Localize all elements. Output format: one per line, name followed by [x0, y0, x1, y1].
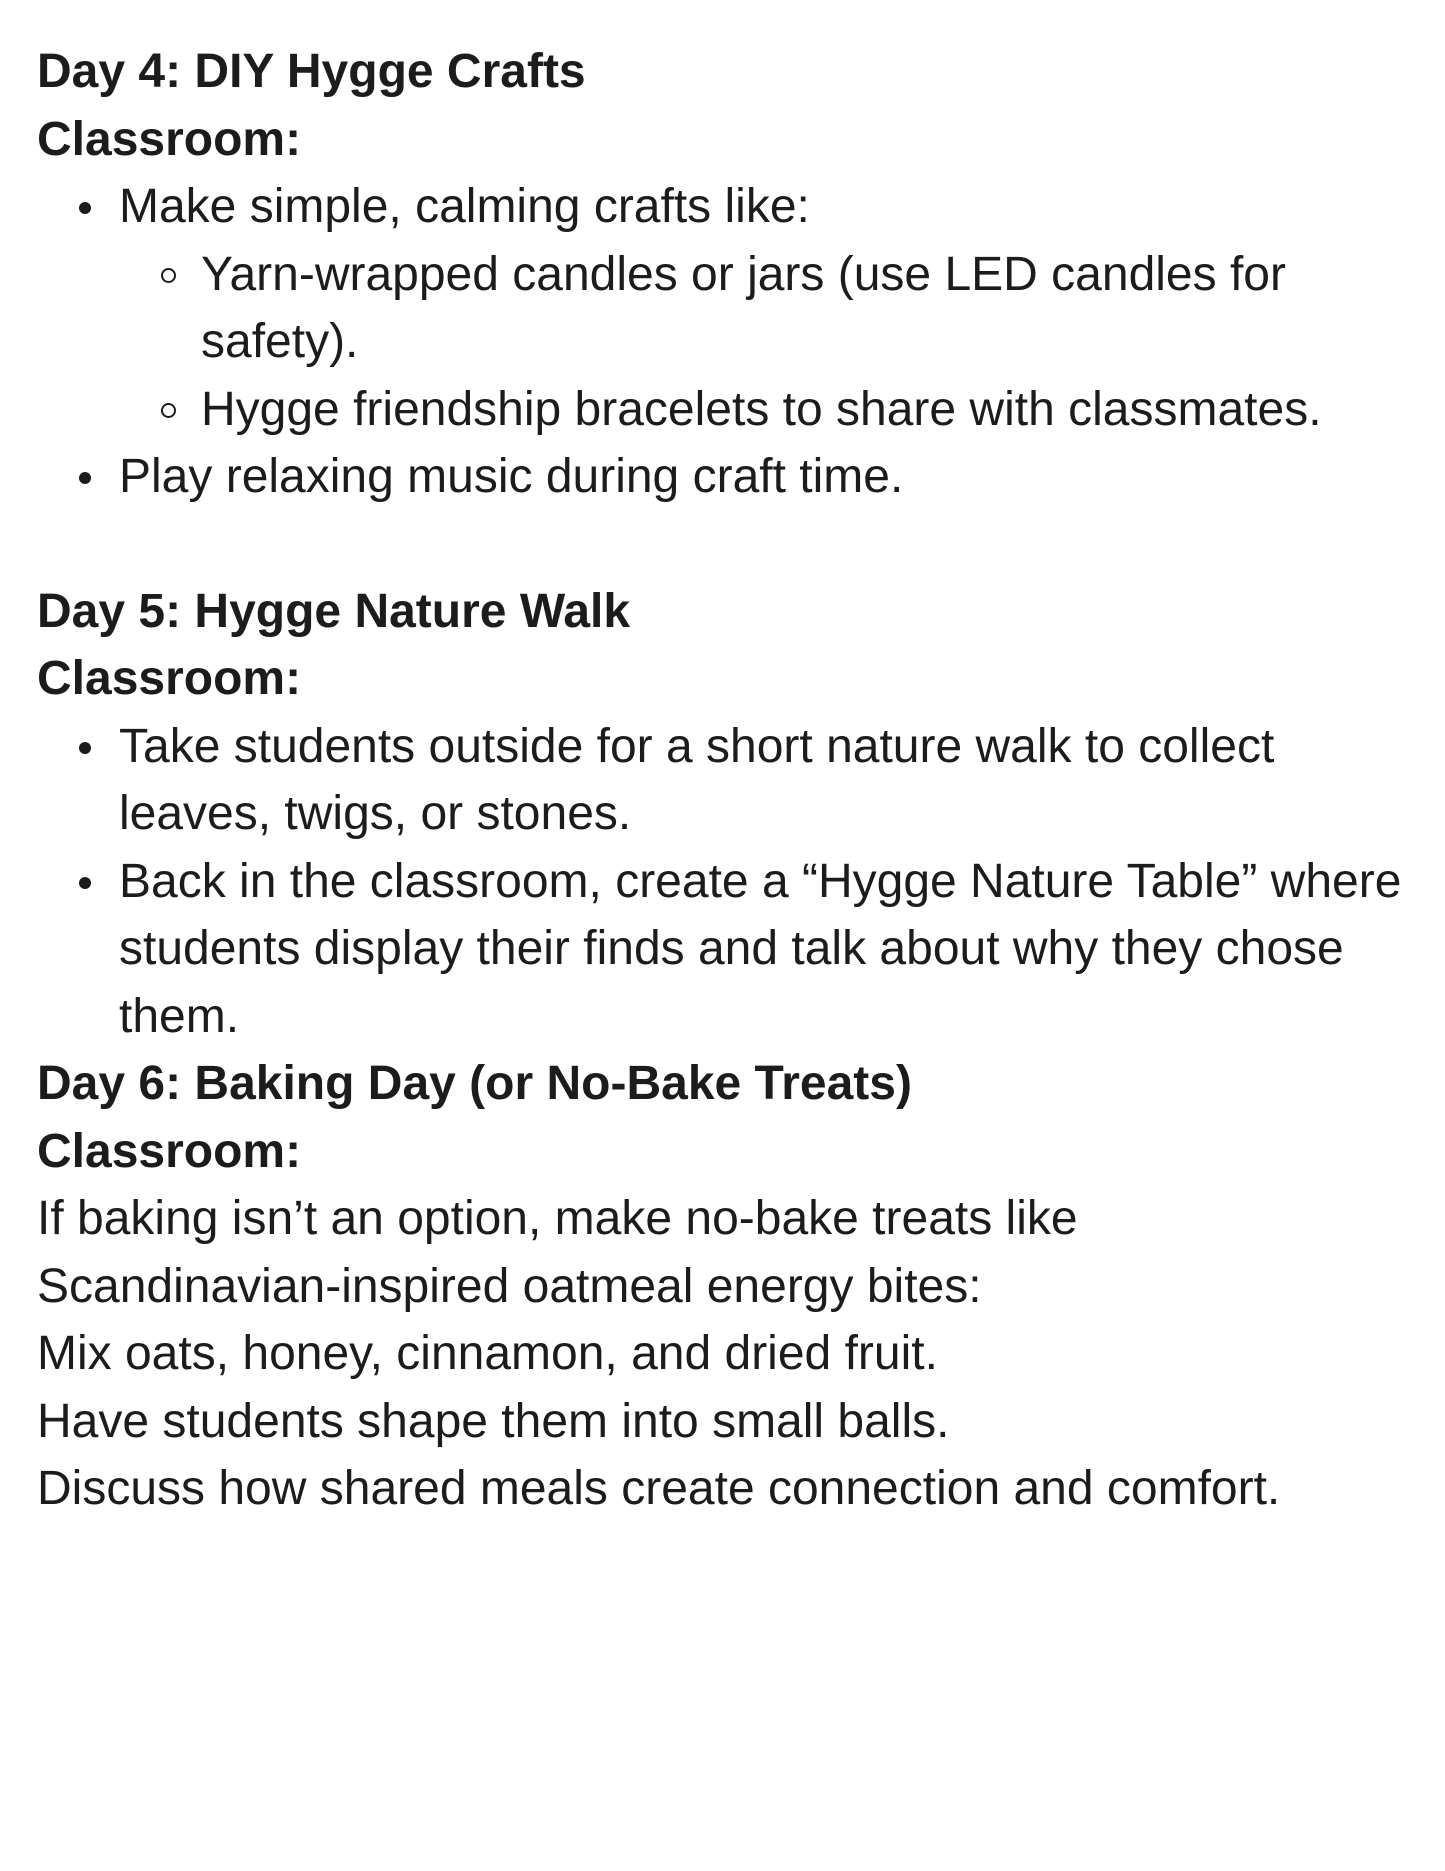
- section-title: Day 6: Baking Day (or No-Bake Treats): [37, 1057, 912, 1110]
- sub-list-item-text: Hygge friendship bracelets to share with classmates.: [201, 382, 1322, 436]
- list-item: [37, 713, 1417, 848]
- list-item: [37, 848, 1417, 1051]
- section-day-5: [37, 578, 1417, 1051]
- sub-list-item: [119, 241, 1417, 376]
- section-subtitle: Classroom:: [37, 652, 302, 705]
- list-item-text: Back in the classroom, create a “Hygge Nature Table” where students display their finds and talk about why they chose them.: [119, 854, 1402, 1043]
- section-spacer: [37, 511, 1417, 578]
- section-subtitle: Classroom:: [37, 1124, 302, 1178]
- sub-bullet-list: [119, 241, 1417, 444]
- list-item-text: Play relaxing music during craft time.: [119, 450, 904, 503]
- sub-list-item-text: Yarn-wrapped candles or jars (use LED candles for safety).: [201, 247, 1286, 368]
- paragraph-line: If baking isn’t an option, make no-bake treats like: [37, 1192, 1078, 1245]
- bullet-icon: [79, 742, 91, 754]
- hollow-bullet-icon: [161, 403, 176, 418]
- hollow-bullet-icon: [161, 268, 176, 283]
- paragraph-line: Scandinavian-inspired oatmeal energy bites:: [37, 1259, 982, 1313]
- section-day-4: [37, 38, 1417, 511]
- list-item: [37, 443, 1417, 511]
- bullet-list: [37, 173, 1417, 511]
- document-page: [37, 38, 1417, 1523]
- bullet-list: [37, 713, 1417, 1051]
- section-day-6: [37, 1050, 1417, 1523]
- paragraph-line: Mix oats, honey, cinnamon, and dried fruit.: [37, 1327, 938, 1380]
- section-subtitle: Classroom:: [37, 112, 302, 166]
- bullet-icon: [79, 202, 91, 214]
- list-item: [37, 173, 1417, 443]
- paragraph-line: Discuss how shared meals create connection and comfort.: [37, 1462, 1281, 1515]
- bullet-icon: [79, 877, 91, 889]
- sub-list-item: [119, 376, 1417, 444]
- list-item-text: Make simple, calming crafts like:: [119, 180, 810, 233]
- section-title: Day 4: DIY Hygge Crafts: [37, 45, 586, 98]
- section-title: Day 5: Hygge Nature Walk: [37, 584, 631, 638]
- list-item-text: Take students outside for a short nature walk to collect leaves, twigs, or stones.: [119, 719, 1275, 840]
- paragraph-line: Have students shape them into small balls.: [37, 1394, 950, 1448]
- bullet-icon: [79, 472, 91, 484]
